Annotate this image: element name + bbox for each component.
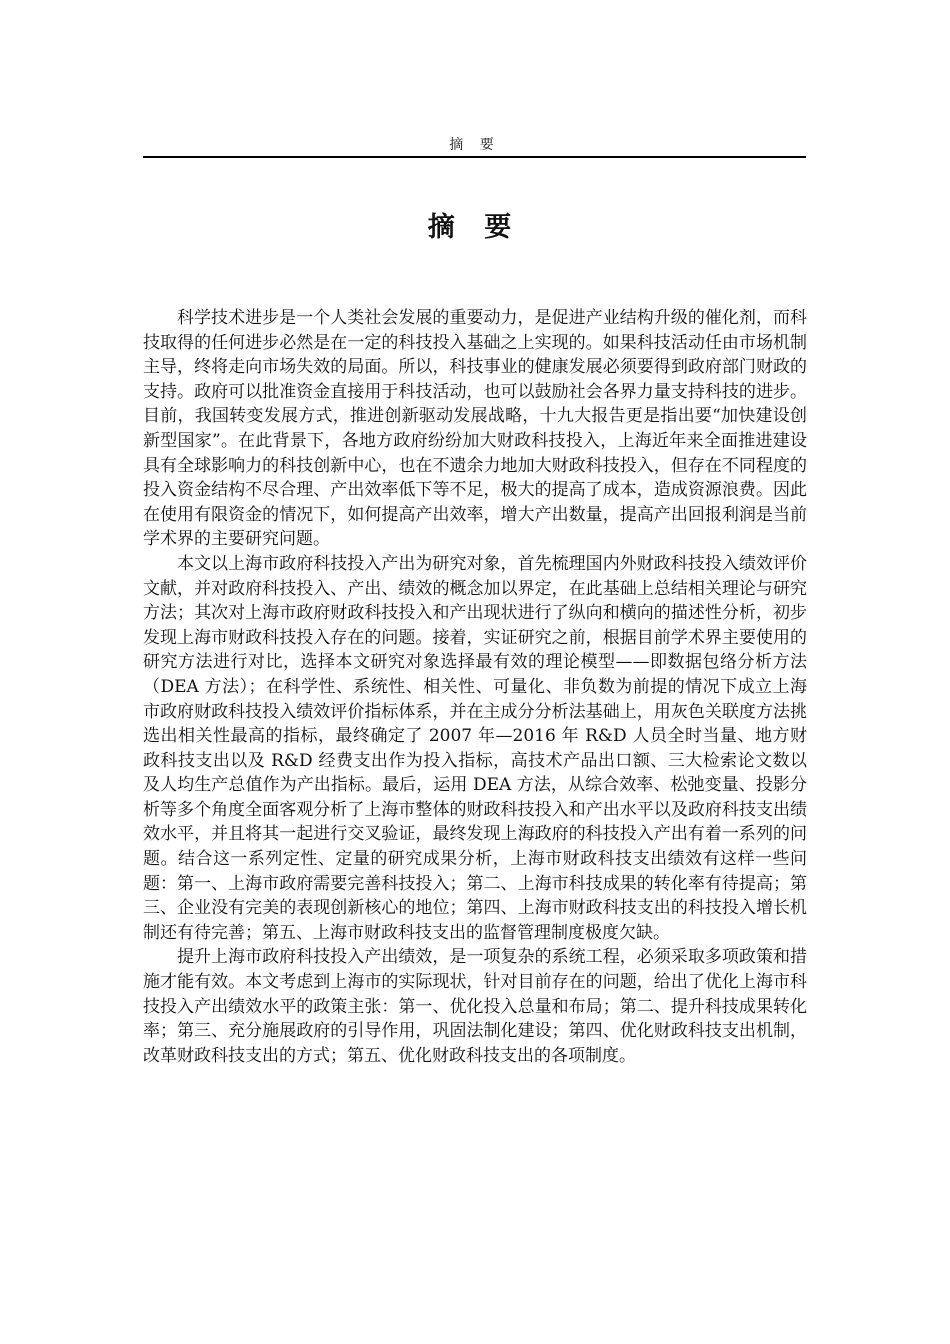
abstract-paragraph-2: 本文以上海市政府科技投入产出为研究对象，首先梳理国内外财政科技投入绩效评价文献，并对政府科技投入、产出、绩效的概念加以界定，在此基础上总结相关理论与研究方法；其次对上海市政府财政科技投入和产出现状进行了纵向和横向的描述性分析，初步发现上海市财政科技投入存在的问题。接着，实证研究之前，根据目前学术界主要使用的研究方法进行对比，选择本文研究对象选择最有效的理论模型——即数据包络分析方法（DEA 方法）；在科学性、系统性、相关性、可量化、非负数为前提的情况下成立上海市政府财政科技投入绩效评价指标体系，并在主成分分析法基础上，用灰色关联度方法挑选出相关性最高的指标，最终确定了 2007 年—2016 年 R&D 人员全时当量、地方财政科技支出以及 R&D 经费支出作为投入指标，高技术产品出口额、三大检索论文数以及人均生产总值作为产出指标。最后，运用 DEA 方法，从综合效率、松弛变量、投影分析等多个角度全面客观分析了上海市整体的财政科技投入和产出水平以及政府科技支出绩效水平，并且将其一起进行交叉验证，最终发现上海政府的科技投入产出有着一系列的问题。结合这一系列定性、定量的研究成果分析，上海市财政科技支出绩效有这样一些问题：第一、上海市政府需要完善科技投入；第二、上海市科技成果的转化率有待提高；第三、企业没有完美的表现创新核心的地位；第四、上海市财政科技支出的科技投入增长机制还有待完善；第五、上海市财政科技支出的监督管理制度极度欠缺。 (143, 553, 807, 943)
running-header: 摘 要 (449, 137, 500, 153)
abstract-paragraph-1: 科学技术进步是一个人类社会发展的重要动力，是促进产业结构升级的催化剂，而科技取得的任何进步必然是在一定的科技投入基础之上实现的。如果科技活动任由市场机制主导，终将走向市场失效的局面。所以，科技事业的健康发展必须要得到政府部门财政的支持。政府可以批准资金直接用于科技活动，也可以鼓励社会各界力量支持科技的进步。目前，我国转变发展方式，推进创新驱动发展战略，十九大报告更是指出要“加快建设创新型国家”。在此背景下，各地方政府纷纷加大财政科技投入，上海近年来全面推进建设具有全球影响力的科技创新中心，也在不遗余力地加大财政科技投入，但存在不同程度的投入资金结构不尽合理、产出效率低下等不足，极大的提高了成本，造成资源浪费。因此在使用有限资金的情况下，如何提高产出效率，增大产出数量，提高产出回报利润是当前学术界的主要研究问题。 (143, 308, 807, 550)
abstract-paragraph-3: 提升上海市政府科技投入产出绩效，是一项复杂的系统工程，必须采取多项政策和措施才能有效。本文考虑到上海市的实际现状，针对目前存在的问题，给出了优化上海市科技投入产出绩效水平的政策主张：第一、优化投入总量和布局；第二、提升科技成果转化率；第三、充分施展政府的引导作用，巩固法制化建设；第四、优化财政科技支出机制，改革财政科技支出的方式；第五、优化财政科技支出的各项制度。 (143, 947, 807, 1066)
header-rule (143, 156, 806, 158)
abstract-body (143, 306, 807, 1068)
page-title: 摘 要 (427, 212, 522, 243)
